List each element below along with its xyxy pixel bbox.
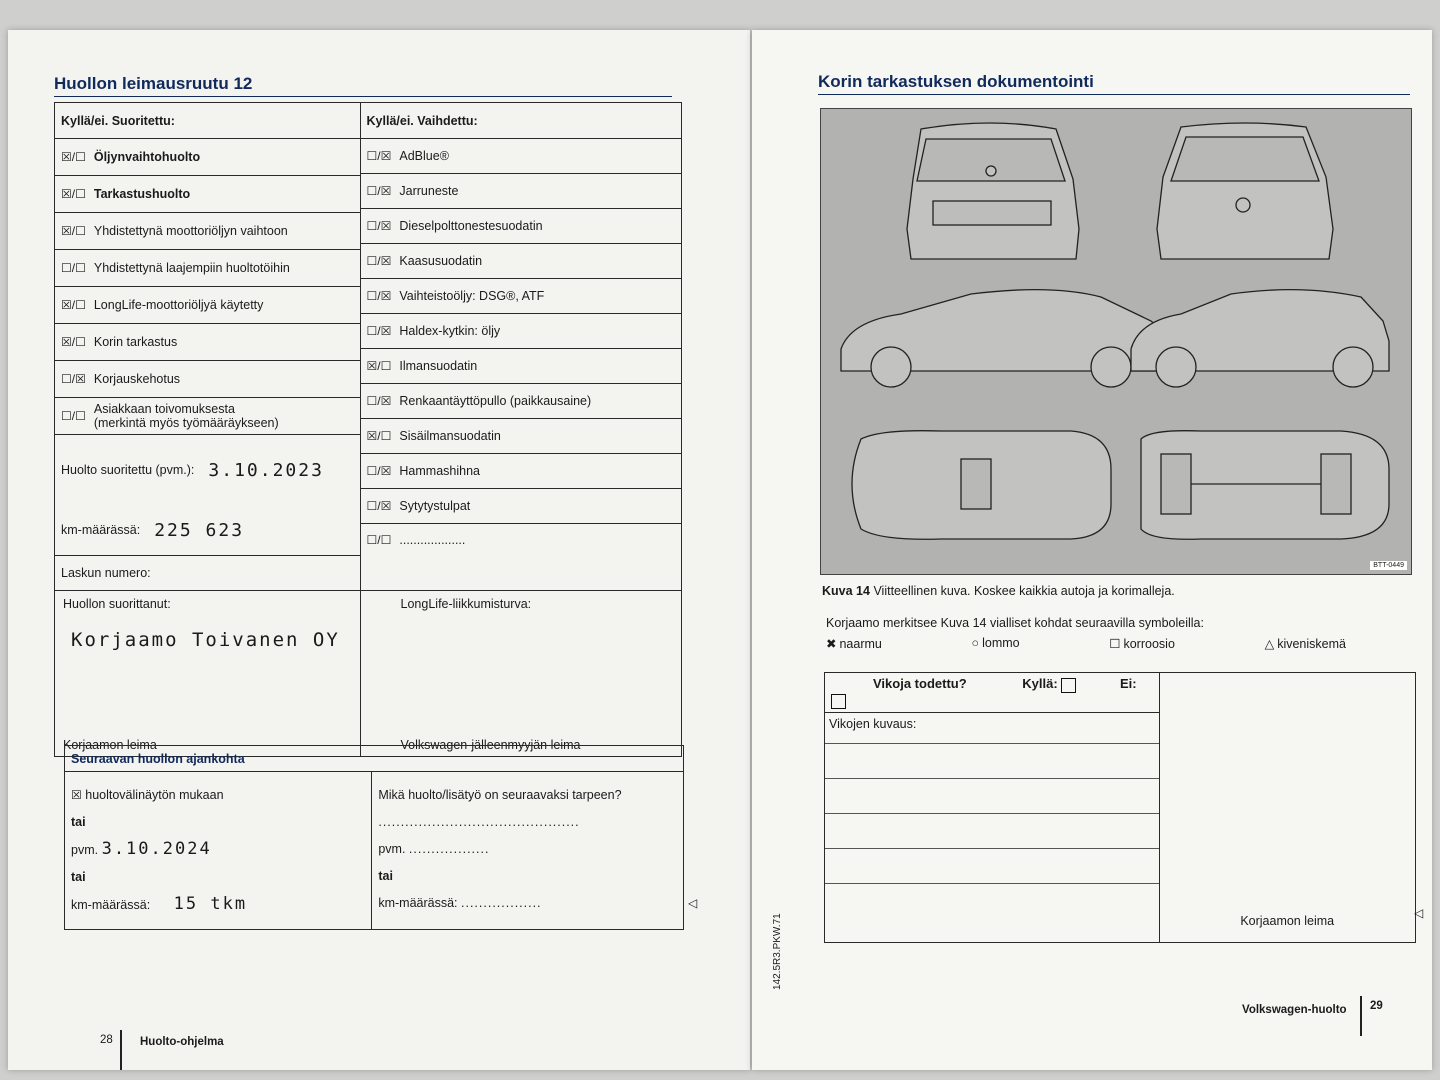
symbol-icon: △ — [1264, 637, 1275, 651]
replaced-item — [361, 419, 681, 454]
replaced-item-label: Dieselpolttonestesuodatin — [399, 219, 543, 233]
replaced-item-label: AdBlue® — [399, 149, 449, 163]
replaced-item — [361, 209, 681, 244]
description-line[interactable] — [825, 883, 1159, 918]
km-label: km-määrässä: — [378, 896, 458, 910]
replaced-item-label: Vaihteistoöljy: DSG®, ATF — [399, 289, 545, 303]
footer-divider — [120, 1030, 122, 1070]
checkbox-pair: ☐/☐ — [61, 409, 86, 423]
replaced-item — [361, 174, 681, 209]
performed-item-label: Korin tarkastus — [93, 335, 178, 349]
figure-code: BTT-0449 — [1370, 561, 1407, 570]
interval-label: huoltovälinäytön mukaan — [85, 788, 224, 802]
service-date-value: 3.10.2023 — [208, 459, 324, 481]
checkbox-pair: ☒/☐ — [61, 224, 86, 238]
footer-label: Huolto-ohjelma — [140, 1036, 224, 1048]
replaced-item-label: Sytytystulpat — [399, 499, 471, 513]
longlife-cell — [360, 591, 681, 757]
right-page — [752, 30, 1432, 1070]
checkbox-pair: ☐/☒ — [366, 184, 392, 198]
performed-item-label: Yhdistettynä laajempiin huoltotöihin — [93, 261, 290, 275]
performed-item — [55, 361, 360, 398]
symbol-kiveniskemä — [1265, 636, 1346, 651]
longlife-label: LongLife-liikkumisturva: — [400, 597, 532, 611]
checkbox-pair: ☐/☐ — [366, 533, 392, 547]
defects-description-cell — [825, 713, 1160, 943]
service-date-row — [55, 435, 360, 505]
workshop-stamp-cell — [1160, 673, 1416, 943]
next-date-value: 3.10.2024 — [101, 839, 212, 859]
workshop-stamp-label: Korjaamon leima — [1240, 914, 1335, 928]
performer-label: Huollon suorittanut: — [63, 597, 171, 611]
replaced-header: Kyllä/ei. Vaihdettu: — [360, 103, 681, 139]
or-label: tai — [378, 869, 393, 883]
date-label: pvm. — [71, 843, 99, 857]
performer-value: Korjaamo Toivanen OY — [71, 629, 340, 651]
symbol-legend — [826, 636, 1346, 651]
symbol-label: lommo — [982, 636, 1020, 650]
symbol-icon: ☐ — [1109, 637, 1121, 651]
km-label: km-määrässä: — [71, 898, 151, 912]
date-line: .................. — [408, 842, 490, 856]
checkbox-pair: ☐/☒ — [366, 394, 392, 408]
defects-question-row: Vikoja todettu? Kyllä: Ei: — [825, 673, 1160, 713]
car-outlines — [821, 109, 1411, 574]
replaced-item-label: Jarruneste — [399, 184, 459, 198]
symbol-naarmu — [826, 636, 882, 651]
service-date-label: Huolto suoritettu (pvm.): — [61, 463, 195, 477]
symbol-instruction: Korjaamo merkitsee Kuva 14 vialliset kohdat seuraavilla symboleilla: — [826, 616, 1204, 630]
service-stamp-table — [54, 102, 682, 757]
performed-item-label: Yhdistettynä moottoriöljyn vaihtoon — [93, 224, 288, 238]
next-service-right — [372, 772, 684, 930]
customer-wish-note: (merkintä myös työmääräykseen) — [93, 416, 279, 430]
continue-arrow-icon: ◁ — [688, 896, 698, 910]
replaced-item-label: Haldex-kytkin: öljy — [399, 324, 501, 338]
defects-table — [824, 672, 1416, 943]
next-service-table — [64, 745, 684, 930]
replaced-item — [361, 314, 681, 349]
checkbox-pair: ☒/☐ — [61, 298, 86, 312]
replaced-item-label: Hammashihna — [399, 464, 480, 478]
symbol-label: naarmu — [839, 637, 882, 651]
description-line[interactable] — [825, 743, 1159, 778]
checkbox: ☒ — [71, 788, 82, 802]
checkbox-pair: ☐/☒ — [366, 254, 392, 268]
symbol-icon: ✖ — [826, 637, 837, 651]
performed-item — [55, 287, 360, 324]
symbol-lommo — [972, 636, 1020, 651]
symbol-label: korroosio — [1123, 637, 1175, 651]
no-checkbox[interactable] — [831, 694, 846, 709]
yes-checkbox[interactable] — [1061, 678, 1076, 693]
replaced-item-label: Renkaantäyttöpullo (paikkausaine) — [399, 394, 592, 408]
description-line[interactable] — [825, 813, 1159, 848]
replaced-item — [361, 384, 681, 419]
invoice-row — [55, 556, 360, 590]
performed-item-label: Tarkastushuolto — [93, 187, 191, 201]
checkbox-pair: ☐/☒ — [366, 324, 392, 338]
performed-item-label: Korjauskehotus — [93, 372, 181, 386]
km-line: .................. — [461, 896, 542, 910]
checkbox-pair: ☐/☒ — [366, 289, 392, 303]
performed-header: Kyllä/ei. Suoritettu: — [55, 103, 361, 139]
page-title: Huollon leimausruutu 12 — [54, 74, 672, 97]
km-value: 225 623 — [154, 519, 245, 541]
replaced-item — [361, 279, 681, 314]
side-code: 142.5R3.PKW.71 — [772, 913, 783, 990]
checkbox-pair: ☐/☒ — [366, 499, 392, 513]
performed-item — [55, 139, 360, 176]
page-number: 29 — [1370, 1000, 1383, 1012]
or-label: tai — [71, 815, 86, 829]
footer-label: Volkswagen-huolto — [1242, 1004, 1347, 1016]
checkbox-pair: ☐/☒ — [366, 149, 392, 163]
next-service-title: Seuraavan huollon ajankohta — [65, 746, 684, 772]
checkbox-pair: ☐/☒ — [366, 219, 392, 233]
replaced-column — [360, 139, 681, 591]
footer-divider — [1360, 996, 1362, 1036]
vehicle-figure — [820, 108, 1412, 575]
performed-item — [55, 324, 360, 361]
symbol-label: kiveniskemä — [1277, 637, 1346, 651]
replaced-item-label: ................... — [399, 533, 466, 547]
customer-wish-row — [55, 398, 360, 435]
km-row — [55, 505, 360, 556]
performed-item-label: Öljynvaihtohuolto — [93, 150, 201, 164]
next-service-left — [65, 772, 372, 930]
replaced-item — [361, 524, 681, 556]
checkbox-pair: ☒/☐ — [366, 359, 392, 373]
checkbox-pair: ☐/☒ — [366, 464, 392, 478]
invoice-label: Laskun numero: — [61, 566, 151, 580]
replaced-item — [361, 139, 681, 174]
performed-column — [55, 139, 361, 591]
replaced-item — [361, 454, 681, 489]
replaced-item — [361, 489, 681, 524]
figure-caption: Kuva 14 Viitteellinen kuva. Koskee kaikkia autoja ja korimalleja. — [822, 584, 1175, 598]
checkbox-pair: ☐/☐ — [61, 261, 86, 275]
next-km-value: 15 tkm — [173, 894, 248, 914]
answer-line: ............................................. — [378, 815, 580, 829]
checkbox-pair: ☐/☒ — [61, 372, 86, 386]
description-label: Vikojen kuvaus: — [829, 717, 917, 731]
symbol-korroosio — [1109, 636, 1175, 651]
continue-arrow-icon: ◁ — [1414, 906, 1424, 920]
page-number: 28 — [100, 1034, 113, 1046]
dealer-stamp-label: Volkswagen-jälleenmyyjän leima — [400, 738, 581, 752]
workshop-stamp-label: Korjaamon leima — [63, 738, 157, 752]
next-question: Mikä huolto/lisätyö on seuraavaksi tarpeen? — [378, 788, 622, 802]
replaced-item-label: Ilmansuodatin — [399, 359, 478, 373]
checkbox-pair: ☒/☐ — [61, 187, 86, 201]
page-title: Korin tarkastuksen dokumentointi — [818, 72, 1410, 95]
km-label: km-määrässä: — [61, 523, 141, 537]
date-label: pvm. — [378, 842, 406, 856]
checkbox-pair: ☒/☐ — [61, 150, 86, 164]
performer-cell — [55, 591, 361, 757]
replaced-item — [361, 349, 681, 384]
performed-item — [55, 250, 360, 287]
description-line[interactable] — [825, 848, 1159, 883]
checkbox-pair: ☒/☐ — [366, 429, 392, 443]
replaced-item-label: Sisäilmansuodatin — [399, 429, 501, 443]
performed-item — [55, 176, 360, 213]
performed-item-label: LongLife-moottoriöljyä käytetty — [93, 298, 264, 312]
description-line[interactable] — [825, 778, 1159, 813]
or-label: tai — [71, 870, 86, 884]
symbol-icon: ○ — [971, 636, 980, 650]
replaced-item-label: Kaasusuodatin — [399, 254, 483, 268]
left-page — [8, 30, 750, 1070]
checkbox-pair: ☒/☐ — [61, 335, 86, 349]
customer-wish-label: Asiakkaan toivomuksesta — [93, 402, 235, 416]
replaced-item — [361, 244, 681, 279]
performed-item — [55, 213, 360, 250]
